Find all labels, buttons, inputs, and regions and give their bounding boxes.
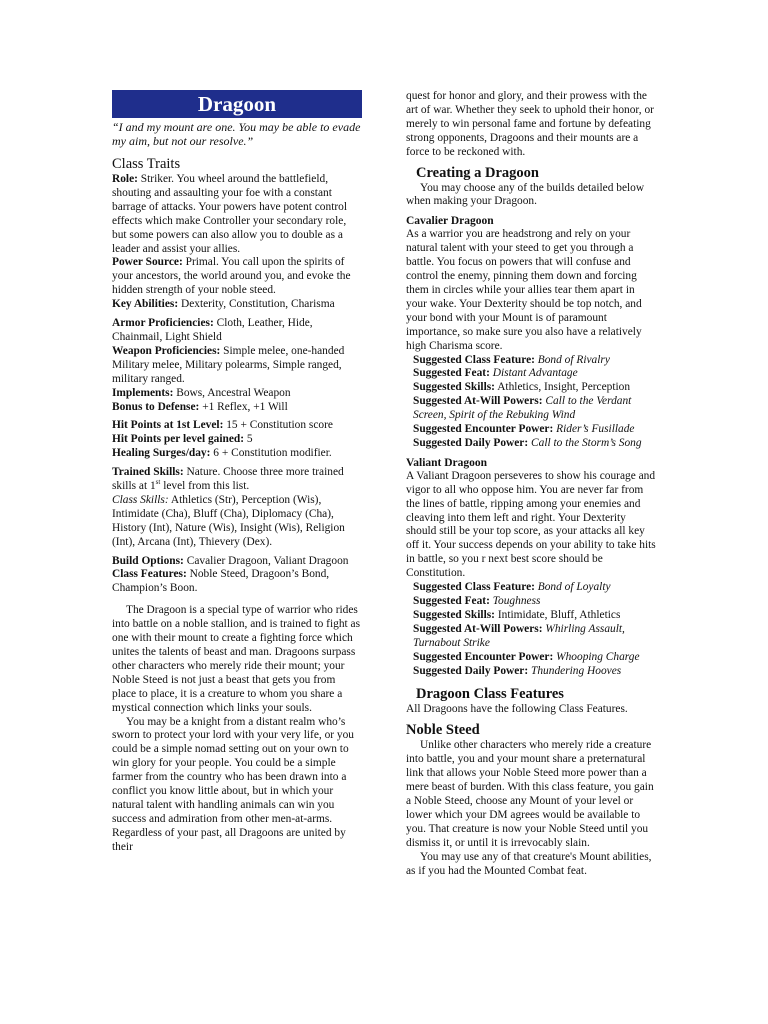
creating-text: You may choose any of the builds detailed below when making your Dragoon. (406, 181, 645, 208)
intro-paragraph-2: You may be a knight from a distant realm who’s sworn to protect your lord with your very life, or you could be a simple nomad setting out on your own to win glory for your people. You could be a simple farmer from the country who has been drawn into a conflict you know little about, but in which your natural talent with handling animals can win you success and admiration from other men-at-arms. Regardless of your past, all Dragoons are united by their (112, 715, 355, 853)
build-options-entry: Build Options: Cavalier Dragoon, Valiant Dragoon (112, 554, 349, 567)
hp-per-level-entry: Hit Points per level gained: 5 (112, 433, 253, 446)
valiant-daily-power: Suggested Daily Power: Thundering Hooves (413, 664, 622, 677)
noble-steed-paragraph-1: Unlike other characters who merely ride a creature into battle, you and your mount share a preternatural link that allows your Noble Steed more power than a mere beast of burden. With this class feature, you gain a Noble Steed, choose any Mount of your level or lower which your DM agrees would be available to you. That creature is now your Noble Steed until you dismiss it, or until it is irrevocably slain. (406, 739, 654, 849)
valiant-text: A Valiant Dragoon perseveres to show his courage and vigor to all who oppose him. You are never far from the lines of battle, ripping among your enemies and cleaving into them left and right. Your Dexterity should still be your top score, as your attacks all key off it. Your success depends on your ability to take hits in battle, so you r next best score should be Constitution. (406, 469, 656, 580)
valiant-feat: Suggested Feat: Toughness (413, 595, 541, 607)
intro-paragraph-1: The Dragoon is a special type of warrior who rides into battle on a noble stallion, and is trained to fight as one with their mount to create a fighting force which unites the talents of beast and man. Dragoons surpass other characters who merely ride their mount; your Noble Steed is not just a beast that gets you from place to place, it is a creature to whom you share a mystical connection which links your souls. (112, 604, 361, 714)
valiant-encounter-power: Suggested Encounter Power: Whooping Charge (413, 650, 640, 663)
class-skills-entry: Class Skills: Athletics (Str), Perception (Wis), Intimidate (Cha), Bluff (Cha), Diplomacy (Cha), History (Int), Nature (Wis), Insight (Wis), Religion (Int), Arcana (Int), Thievery (Dex). (112, 493, 345, 548)
right-column (406, 90, 656, 878)
cavalier-encounter-power: Suggested Encounter Power: Rider’s Fusillade (413, 423, 635, 436)
class-features-entry: Class Features: Noble Steed, Dragoon’s Bond, Champion’s Boon. (112, 568, 330, 595)
class-features-heading: Dragoon Class Features (416, 686, 564, 703)
weapon-entry: Weapon Proficiencies: Simple melee, one-handed Military melee, Military polearms, Simple ranged, military ranged. (112, 344, 345, 385)
healing-surges-entry: Healing Surges/day: 6 + Constitution modifier. (112, 447, 332, 460)
class-traits-heading: Class Traits (112, 156, 181, 172)
creating-heading: Creating a Dragoon (416, 164, 539, 181)
page-title: Dragoon (112, 90, 362, 118)
left-column (112, 90, 362, 855)
implements-entry: Implements: Bows, Ancestral Weapon (112, 386, 291, 399)
class-features-text: All Dragoons have the following Class Features. (406, 703, 628, 716)
cavalier-skills: Suggested Skills: Athletics, Insight, Perception (413, 381, 631, 394)
key-abilities-entry: Key Abilities: Dexterity, Constitution, Charisma (112, 298, 335, 311)
noble-steed-heading: Noble Steed (406, 722, 480, 739)
power-source-entry: Power Source: Primal. You call upon the spirits of your ancestors, the world around you, and evoke the hidden strength of your noble steed. (112, 256, 351, 297)
cavalier-class-feature: Suggested Class Feature: Bond of Rivalry (413, 353, 610, 366)
armor-entry: Armor Proficiencies: Cloth, Leather, Hide, Chainmail, Light Shield (112, 317, 313, 343)
defense-entry: Bonus to Defense: +1 Reflex, +1 Will (112, 400, 288, 413)
cavalier-text: As a warrior you are headstrong and rely on your natural talent with your steed to get you through a battle. You focus on powers that will confuse and control the enemy, pinning them down and forcing them in circles while your allies tear them apart in your wake. Your Dexterity should be top notch, and your bond with your Mount is of paramount importance, so make sure you also have a relatively high Charisma score. (406, 228, 642, 352)
cavalier-heading: Cavalier Dragoon (406, 215, 494, 228)
noble-steed-paragraph-2: You may use any of that creature's Mount abilities, as if you had the Mounted Combat feat. (406, 850, 652, 877)
intro-paragraph-continued: quest for honor and glory, and their prowess with the art of war. Whether they seek to uphold their honor, or merely to win personal fame and fortune by defeating strong opponents, Dragoons and their mounts are a force to be reckoned with. (406, 90, 654, 158)
cavalier-at-will-powers: Suggested At-Will Powers: Call to the Verdant Screen, Spirit of the Rebuking Wind (413, 395, 632, 422)
hp-first-level-entry: Hit Points at 1st Level: 15 + Constitution score (112, 419, 333, 432)
epigraph-quote: “I and my mount are one. You may be able to evade my aim, but not our resolve.” (112, 120, 361, 148)
valiant-heading: Valiant Dragoon (406, 456, 488, 469)
cavalier-daily-power: Suggested Daily Power: Call to the Storm’s Song (413, 436, 642, 449)
cavalier-feat: Suggested Feat: Distant Advantage (413, 367, 578, 380)
valiant-class-feature: Suggested Class Feature: Bond of Loyalty (413, 581, 611, 594)
role-entry: Role: Striker. You wheel around the battlefield, shouting and assaulting your foe with a constant barrage of attacks. Your powers have potent control effects which make Controller your secondary role, but some powers can also allow you to double as a leader and assist your allies. (112, 173, 348, 255)
valiant-skills: Suggested Skills: Intimidate, Bluff, Athletics (413, 608, 621, 621)
valiant-at-will-powers: Suggested At-Will Powers: Whirling Assault, Turnabout Strike (413, 622, 625, 649)
trained-skills-entry: Trained Skills: Nature. Choose three more trained skills at 1st level from this list. (112, 466, 344, 493)
